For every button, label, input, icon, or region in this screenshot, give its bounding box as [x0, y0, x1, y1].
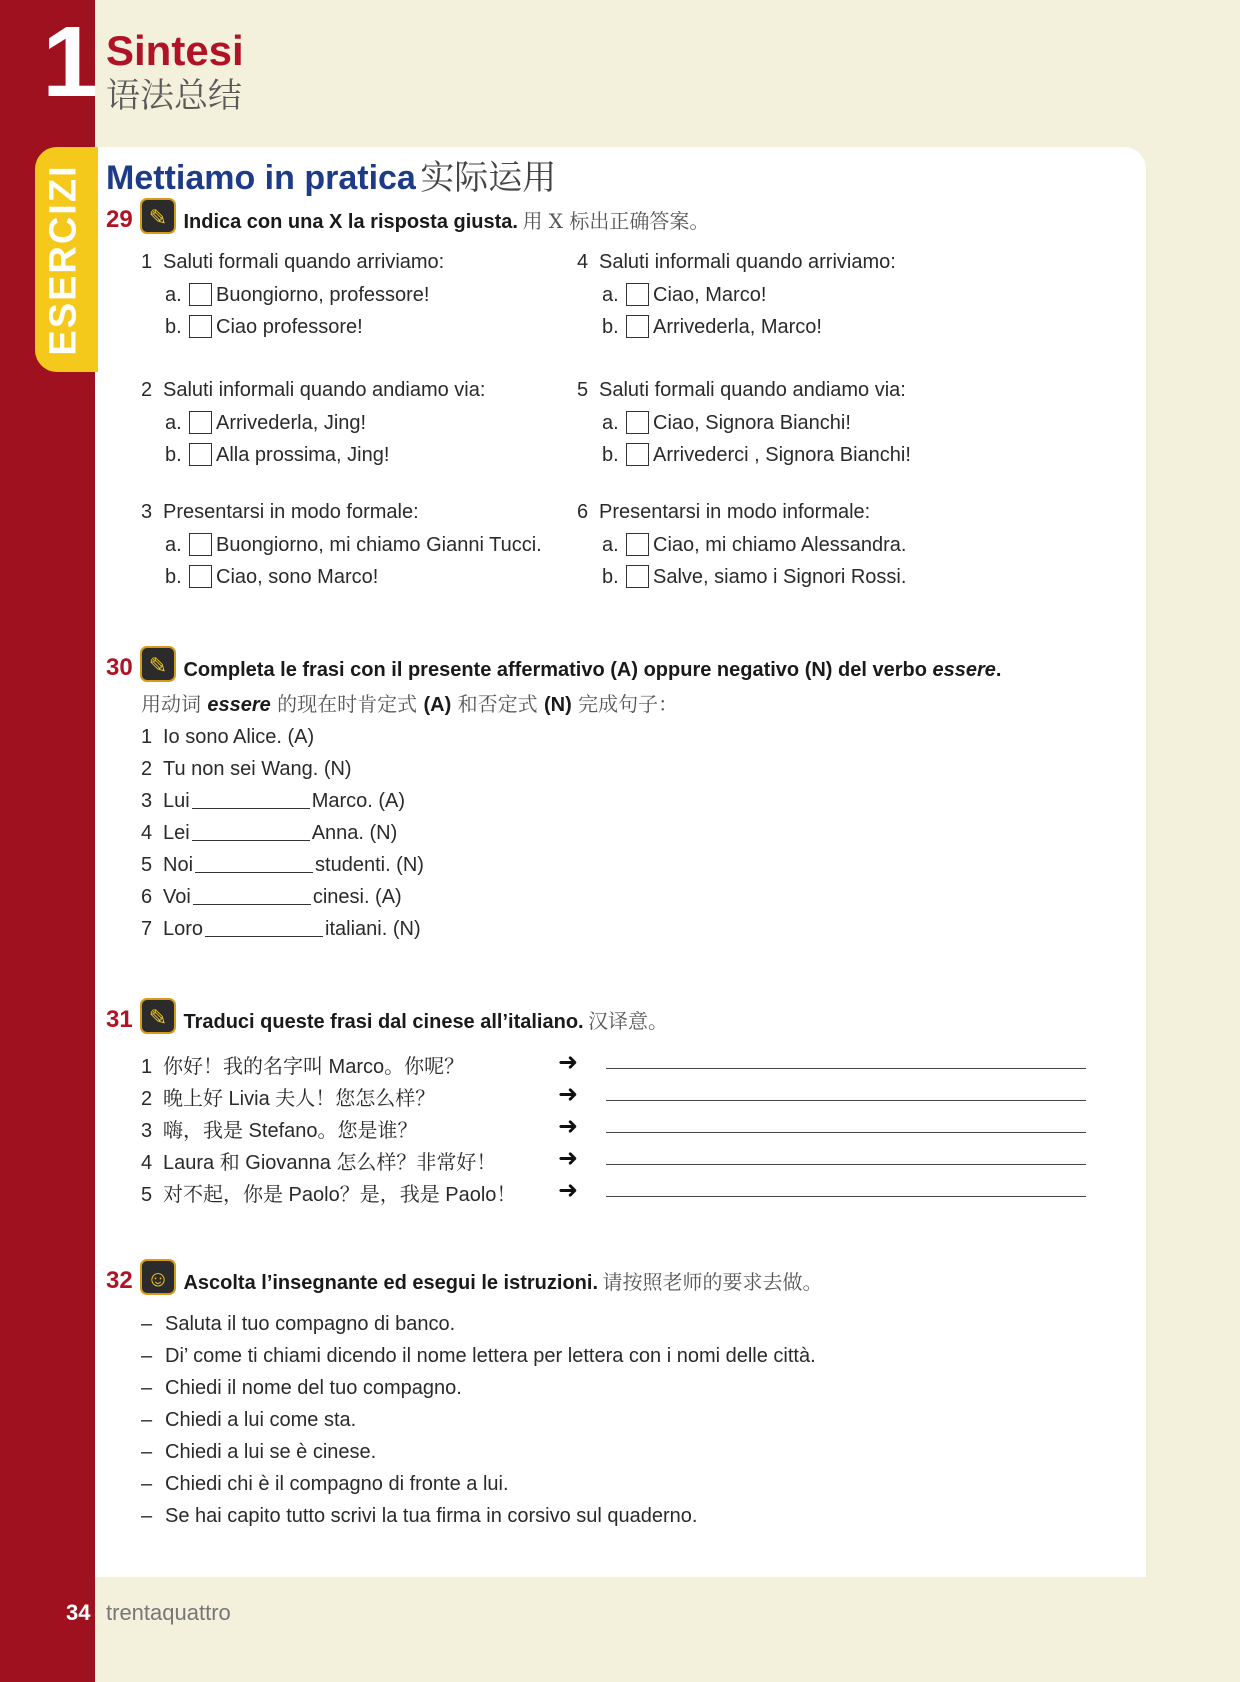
blank-field[interactable] [205, 919, 323, 937]
answer-line[interactable] [606, 1100, 1086, 1101]
option-4a: a. Ciao, Marco! [602, 284, 767, 306]
answer-line[interactable] [606, 1068, 1086, 1069]
blank-field[interactable] [192, 823, 310, 841]
checkbox-4a[interactable] [626, 283, 649, 306]
exercise-30-heading [106, 646, 1001, 682]
exercise-instruction-cn: 请按照老师的要求去做。 [602, 1270, 823, 1294]
checkbox-3b[interactable] [189, 565, 212, 588]
section-title [106, 150, 556, 199]
arrow-right-icon: ➜ [558, 1081, 579, 1108]
checkbox-5b[interactable] [626, 443, 649, 466]
exercise-31-heading [106, 998, 668, 1034]
exercise-number: 29 [106, 206, 133, 233]
checkbox-1a[interactable] [189, 283, 212, 306]
instruction-item-1: – Saluta il tuo compagno di banco. [141, 1313, 456, 1335]
option-1b: b. Ciao professore! [165, 316, 363, 338]
question-5: 5 Saluti formali quando andiamo via: [577, 379, 906, 401]
blank-field[interactable] [192, 791, 310, 809]
translate-item-1: 1 你好！我的名字叫 Marco。你呢？ [141, 1056, 465, 1078]
checkbox-6a[interactable] [626, 533, 649, 556]
page-number-word: trentaquattro [106, 1600, 231, 1625]
option-2a: a. Arrivederla, Jing! [165, 412, 367, 434]
exercise-instruction-it: Traduci queste frasi dal cinese all’italiano. [183, 1011, 584, 1033]
exercise-32-heading [106, 1259, 822, 1295]
translate-item-3: 3 嗨，我是 Stefano。您是谁？ [141, 1120, 418, 1142]
option-1a: a. Buongiorno, professore! [165, 284, 430, 306]
instruction-item-3: – Chiedi il nome del tuo compagno. [141, 1377, 462, 1399]
instruction-item-2: – Di’ come ti chiami dicendo il nome lettera per lettera con i nomi delle città. [141, 1345, 816, 1367]
exercise-number: 31 [106, 1006, 133, 1033]
option-6a: a. Ciao, mi chiamo Alessandra. [602, 534, 907, 556]
question-6: 6 Presentarsi in modo informale: [577, 501, 871, 523]
option-3a: a. Buongiorno, mi chiamo Gianni Tucci. [165, 534, 542, 556]
instruction-item-7: – Se hai capito tutto scrivi la tua firma in corsivo sul quaderno. [141, 1505, 698, 1527]
option-6b: b. Salve, siamo i Signori Rossi. [602, 566, 907, 588]
option-5a: a. Ciao, Signora Bianchi! [602, 412, 851, 434]
fill-item-5: 5 Noi studenti. (N) [141, 854, 424, 876]
checkbox-4b[interactable] [626, 315, 649, 338]
question-2: 2 Saluti informali quando andiamo via: [141, 379, 486, 401]
exercise-instruction-cn: 汉译意。 [588, 1009, 669, 1033]
option-5b: b. Arrivederci , Signora Bianchi! [602, 444, 911, 466]
fill-item-6: 6 Voi cinesi. (A) [141, 886, 402, 908]
question-3: 3 Presentarsi in modo formale: [141, 501, 419, 523]
arrow-right-icon: ➜ [558, 1113, 579, 1140]
question-1: 1 Saluti formali quando arriviamo: [141, 251, 445, 273]
unit-number: 1 [42, 6, 98, 118]
checkbox-3a[interactable] [189, 533, 212, 556]
blank-field[interactable] [193, 887, 311, 905]
exercise-29-heading [106, 198, 709, 234]
section-title-cn: 实际运用 [420, 158, 557, 198]
section-title-it: Mettiamo in pratica [106, 159, 416, 197]
translate-item-2: 2 晚上好 Livia 夫人！您怎么样？ [141, 1088, 436, 1110]
checkbox-2b[interactable] [189, 443, 212, 466]
exercise-number: 32 [106, 1267, 133, 1294]
exercise-instruction-cn: 用动词 essere 的现在时肯定式 (A) 和否定式 (N) 完成句子： [141, 692, 679, 716]
checkbox-6b[interactable] [626, 565, 649, 588]
option-4b: b. Arrivederla, Marco! [602, 316, 822, 338]
answer-line[interactable] [606, 1164, 1086, 1165]
answer-line[interactable] [606, 1196, 1086, 1197]
esercizi-label: ESERCIZI [42, 164, 85, 356]
exercise-instruction-cn: 用 X 标出正确答案。 [522, 209, 710, 233]
checkbox-1b[interactable] [189, 315, 212, 338]
smiley-icon: ☺ [140, 1259, 176, 1295]
checkbox-2a[interactable] [189, 411, 212, 434]
page-subtitle-cn: 语法总结 [106, 76, 242, 116]
page-number: 34 [66, 1600, 91, 1625]
translate-item-5: 5 对不起，你是 Paolo？是，我是 Paolo！ [141, 1184, 517, 1206]
fill-item-4: 4 Lei Anna. (N) [141, 822, 398, 844]
exercise-number: 30 [106, 654, 133, 681]
fill-item-2: 2 Tu non sei Wang. (N) [141, 758, 352, 780]
option-3b: b. Ciao, sono Marco! [165, 566, 379, 588]
answer-line[interactable] [606, 1132, 1086, 1133]
instruction-item-4: – Chiedi a lui come sta. [141, 1409, 357, 1431]
instruction-item-5: – Chiedi a lui se è cinese. [141, 1441, 377, 1463]
fill-item-7: 7 Loro italiani. (N) [141, 918, 421, 940]
arrow-right-icon: ➜ [558, 1177, 579, 1204]
instruction-item-6: – Chiedi chi è il compagno di fronte a lui. [141, 1473, 509, 1495]
option-2b: b. Alla prossima, Jing! [165, 444, 390, 466]
blank-field[interactable] [195, 855, 313, 873]
arrow-right-icon: ➜ [558, 1145, 579, 1172]
exercise-instruction-it: Ascolta l’insegnante ed esegui le istruzioni. [183, 1272, 598, 1294]
fill-item-3: 3 Lui Marco. (A) [141, 790, 406, 812]
arrow-right-icon: ➜ [558, 1049, 579, 1076]
pencil-icon: ✎ [140, 998, 176, 1034]
translate-item-4: 4 Laura 和 Giovanna 怎么样？非常好！ [141, 1152, 497, 1174]
pencil-icon: ✎ [140, 646, 176, 682]
fill-item-1: 1 Io sono Alice. (A) [141, 726, 315, 748]
exercise-instruction-it: Indica con una X la risposta giusta. [183, 211, 518, 233]
page-title: Sintesi [106, 27, 244, 74]
exercise-instruction-it: Completa le frasi con il presente affermativo (A) oppure negativo (N) del verbo essere. [183, 659, 1002, 681]
pencil-icon: ✎ [140, 198, 176, 234]
question-4: 4 Saluti informali quando arriviamo: [577, 251, 896, 273]
checkbox-5a[interactable] [626, 411, 649, 434]
